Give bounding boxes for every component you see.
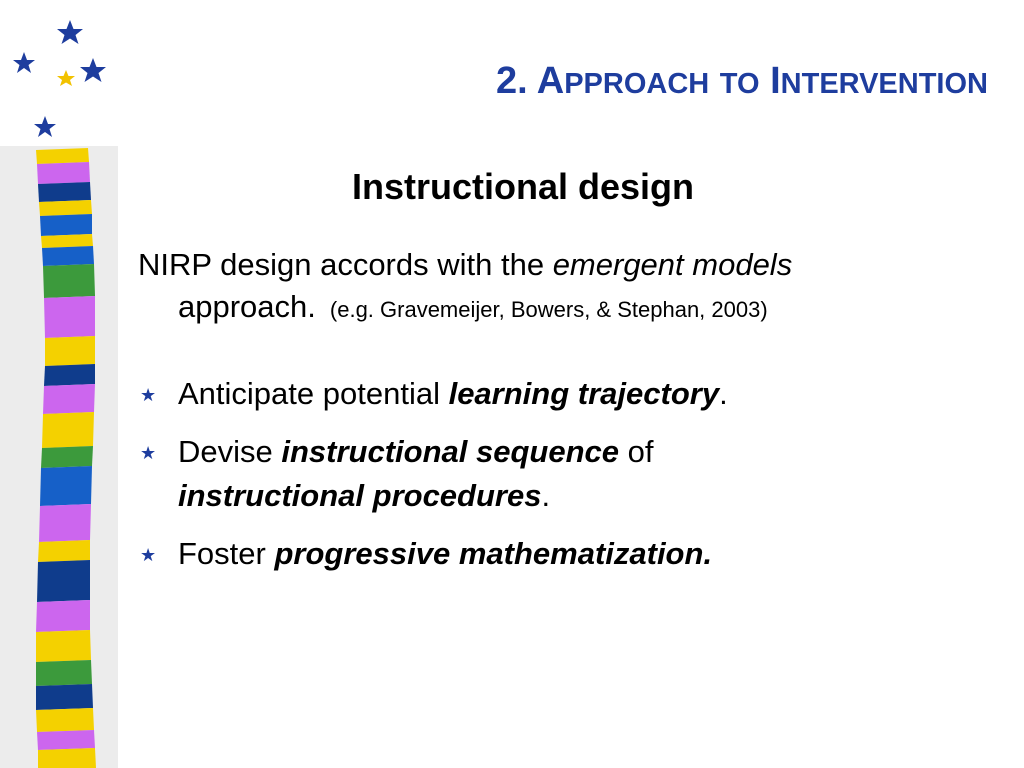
title-prefix: 2. A [495, 60, 565, 102]
bullet-emphasis: progressive mathematization [274, 536, 704, 571]
star-icon: ★ [140, 443, 157, 463]
slide-title [496, 60, 988, 103]
intro-citation: (e.g. Gravemeijer, Bowers, & Stephan, 2003) [329, 297, 768, 322]
bullet-emphasis-2: instructional procedures [178, 478, 542, 513]
star-icon [13, 52, 35, 73]
bullet-emphasis: instructional sequence [281, 434, 620, 469]
intro-emphasis: emergent models [552, 247, 793, 282]
section-heading: Instructional design [352, 166, 695, 207]
title-word3-rest: NTERVENTION [780, 68, 988, 100]
bullet-punct: . [703, 536, 713, 571]
title-word3-first: I [770, 60, 781, 102]
bullet-text-middle: of [619, 434, 654, 469]
star-icon [80, 58, 106, 82]
bullet-emphasis: learning trajectory [448, 376, 720, 411]
intro-text: NIRP design accords with the [138, 247, 553, 282]
star-icon [57, 20, 83, 44]
bullet-text: Devise [178, 434, 282, 469]
intro-paragraph [138, 244, 998, 331]
intro-line2 [138, 286, 998, 331]
bullet-list [138, 372, 998, 590]
colored-ribbon [36, 148, 96, 768]
bullet-item [138, 372, 998, 416]
star-icon: ★ [140, 385, 157, 405]
bullet-text: Anticipate potential [178, 376, 449, 411]
title-word2: TO [719, 68, 760, 100]
intro-approach: approach. [178, 289, 316, 324]
bullet-punct: . [719, 376, 728, 411]
stars-cluster [13, 20, 106, 137]
star-icon: ★ [140, 545, 157, 565]
star-icon [57, 70, 75, 86]
bullet-item [138, 532, 998, 576]
bullet-item [138, 430, 998, 518]
decorative-graphics [0, 0, 120, 768]
title-word1-rest: PPROACH [564, 68, 710, 100]
bullet-text: Foster [178, 536, 275, 571]
star-icon [34, 116, 56, 137]
bullet-punct: . [541, 478, 551, 513]
